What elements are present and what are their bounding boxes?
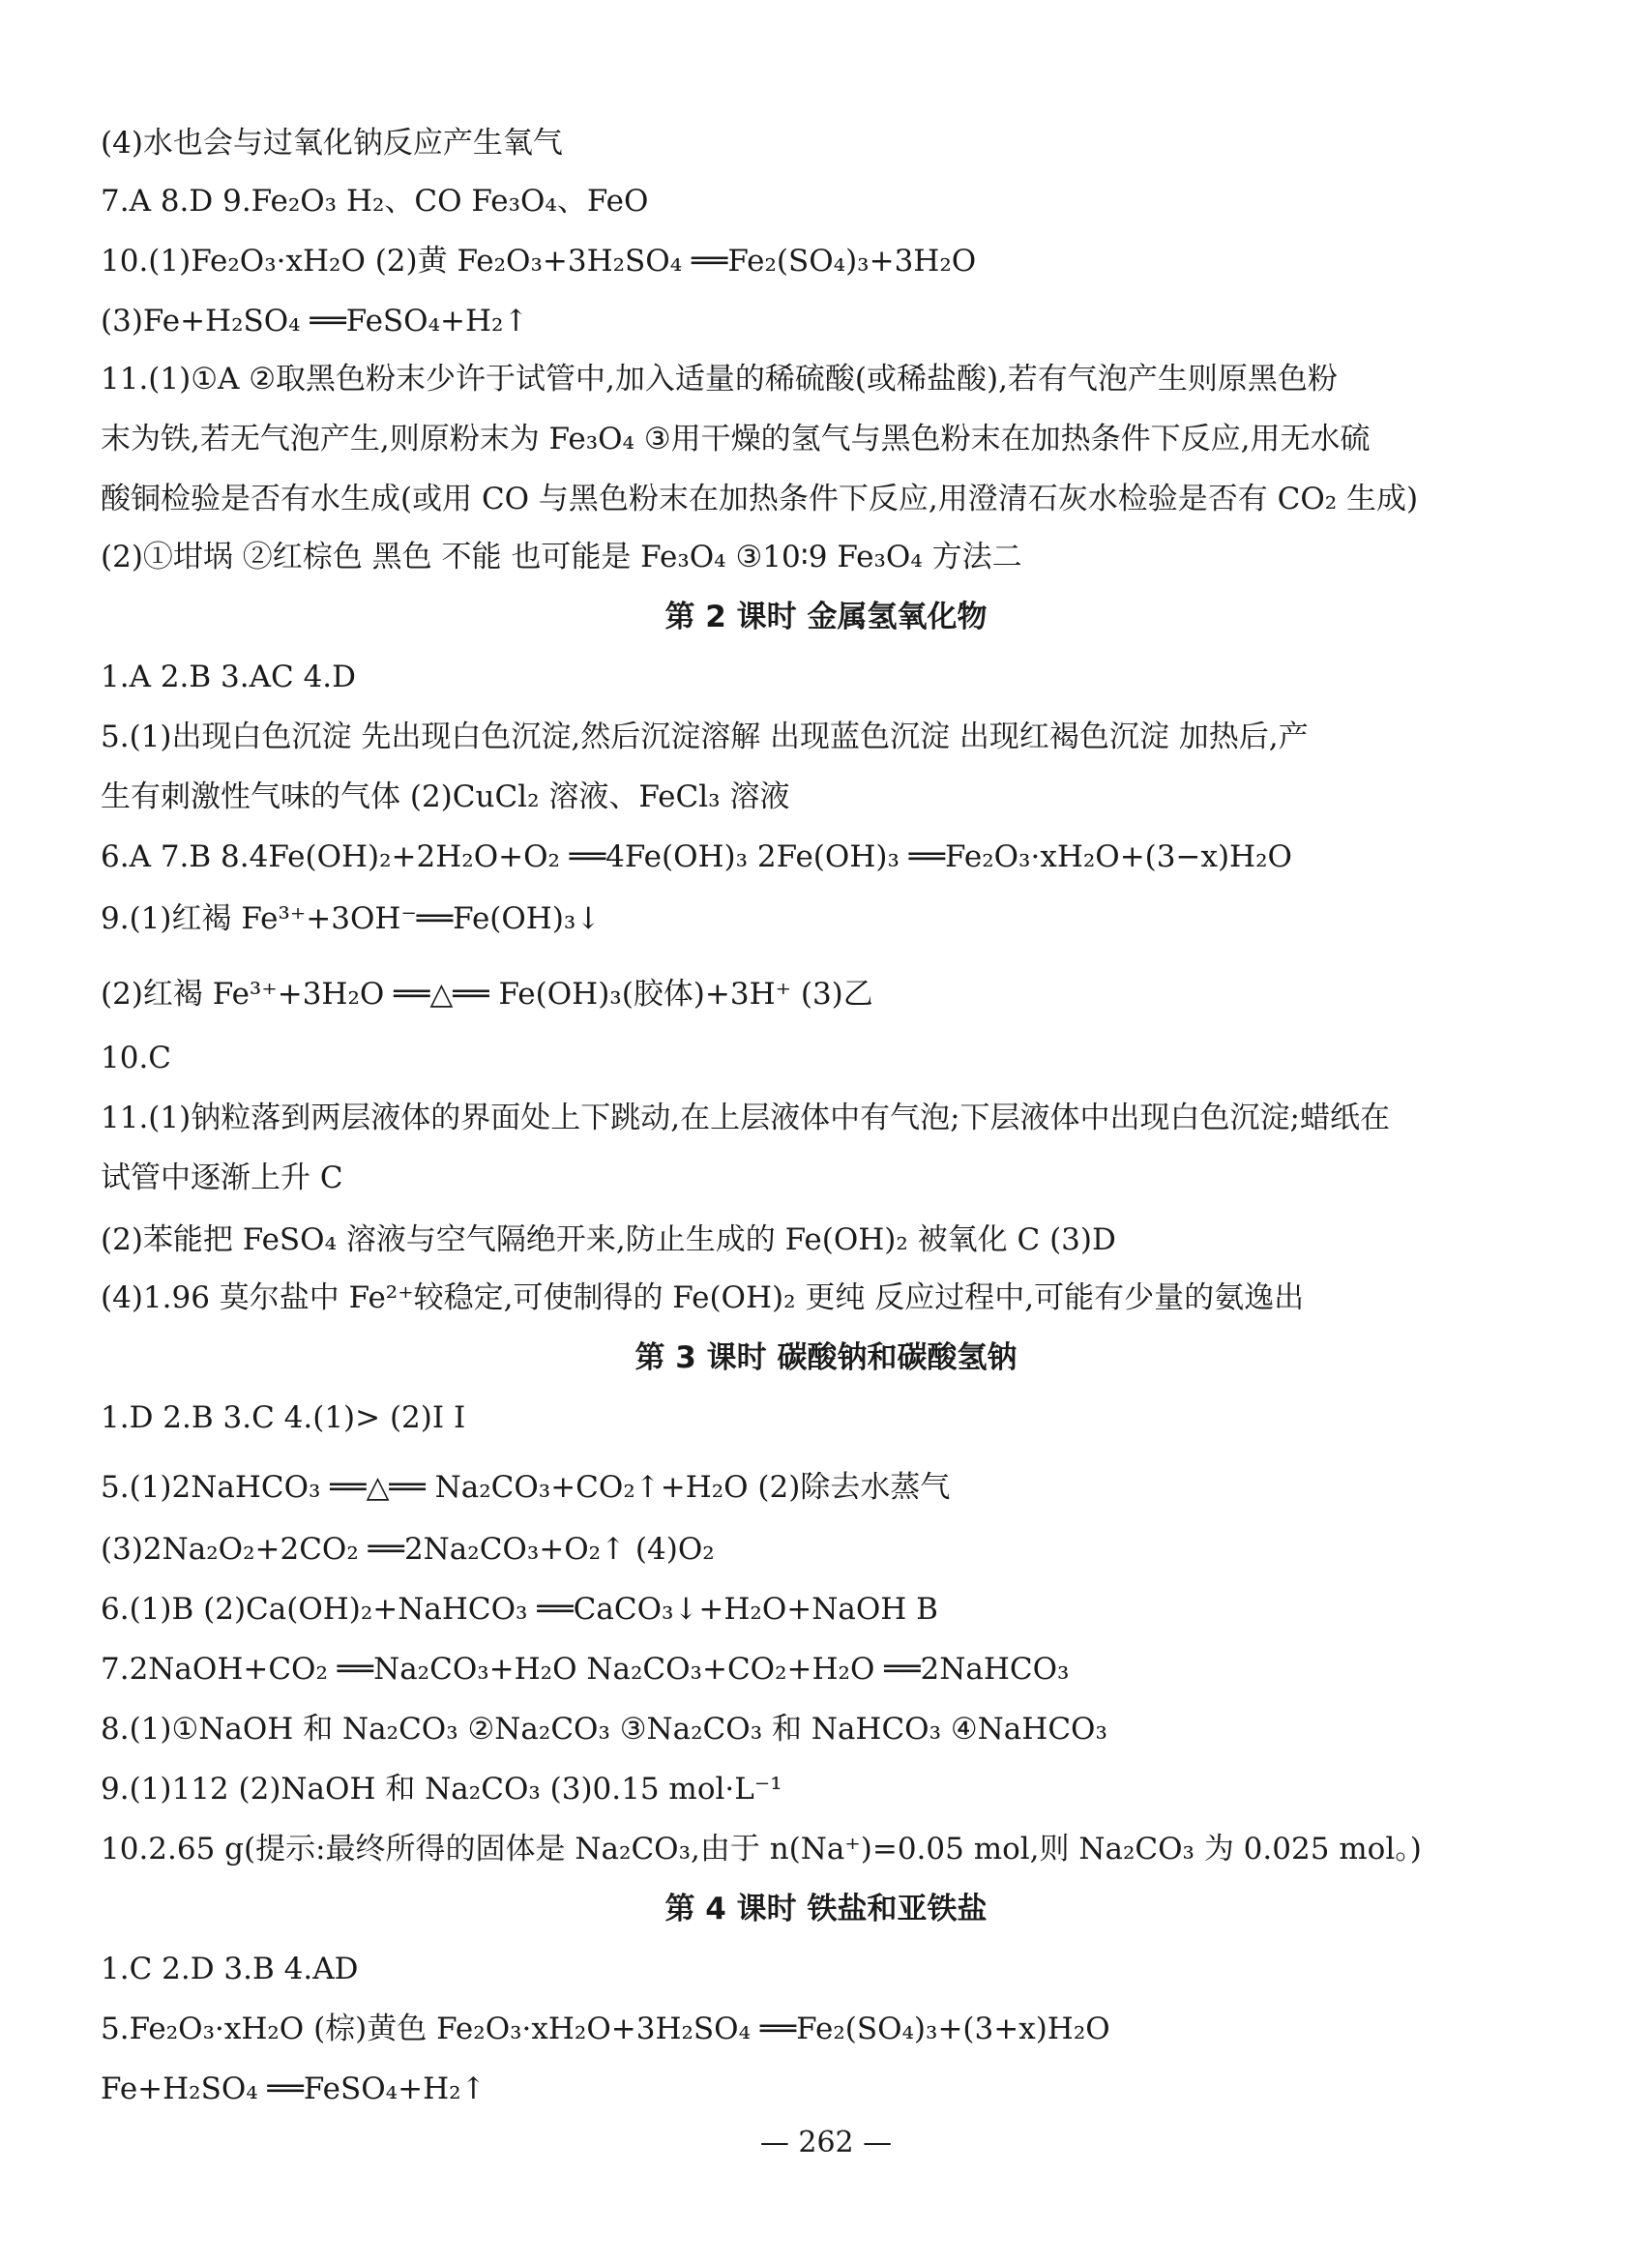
answer-line: (4)1.96 莫尔盐中 Fe²⁺较稳定,可使制得的 Fe(OH)₂ 更纯 反应过程中,可能有少量的氨逸出	[101, 1280, 1305, 1315]
answer-line: 10.2.65 g(提示:最终所得的固体是 Na₂CO₃,由于 n(Na⁺)=0.05 mol,则 Na₂CO₃ 为 0.025 mol。)	[101, 1832, 1422, 1866]
answer-line: 5.(1)出现白色沉淀 先出现白色沉淀,然后沉淀溶解 出现蓝色沉淀 出现红褐色沉淀 加热后,产	[101, 720, 1309, 754]
answer-line: 末为铁,若无气泡产生,则原粉末为 Fe₃O₄ ③用干燥的氢气与黑色粉末在加热条件下反应,用无水硫	[101, 422, 1371, 456]
answer-line: 10.(1)Fe₂O₃·xH₂O (2)黄 Fe₂O₃+3H₂SO₄ ══Fe₂(SO₄)₃+3H₂O	[101, 244, 977, 279]
answer-line: (3)Fe+H₂SO₄ ══FeSO₄+H₂↑	[101, 304, 529, 338]
answer-line: (2)红褐 Fe³⁺+3H₂O ══△══ Fe(OH)₃(胶体)+3H⁺ (3)乙	[101, 977, 873, 1012]
section-heading: 第 2 课时 金属氢氧化物	[664, 600, 988, 634]
answer-line: 1.C 2.D 3.B 4.AD	[101, 1952, 359, 1986]
answer-line: (4)水也会与过氧化钠反应产生氧气	[101, 126, 563, 161]
answer-line: 酸铜检验是否有水生成(或用 CO 与黑色粉末在加热条件下反应,用澄清石灰水检验是否有 CO₂ 生成)	[101, 482, 1419, 516]
answer-line: (2)苯能把 FeSO₄ 溶液与空气隔绝开来,防止生成的 Fe(OH)₂ 被氧化 C (3)D	[101, 1222, 1116, 1257]
answer-line: 试管中逐渐上升 C	[101, 1161, 343, 1195]
answer-line: (3)2Na₂O₂+2CO₂ ══2Na₂CO₃+O₂↑ (4)O₂	[101, 1532, 715, 1567]
section-heading: 第 3 课时 碳酸钠和碳酸氢钠	[634, 1340, 1018, 1375]
answer-line: 8.(1)①NaOH 和 Na₂CO₃ ②Na₂CO₃ ③Na₂CO₃ 和 NaHCO₃ ④NaHCO₃	[101, 1712, 1107, 1747]
answer-line: 7.2NaOH+CO₂ ══Na₂CO₃+H₂O Na₂CO₃+CO₂+H₂O ══2NaHCO₃	[101, 1652, 1070, 1687]
answer-line: (2)①坩埚 ②红棕色 黑色 不能 也可能是 Fe₃O₄ ③10∶9 Fe₃O₄ 方法二	[101, 540, 1022, 574]
answer-line: 6.(1)B (2)Ca(OH)₂+NaHCO₃ ══CaCO₃↓+H₂O+NaOH B	[101, 1592, 938, 1627]
answer-line: 9.(1)112 (2)NaOH 和 Na₂CO₃ (3)0.15 mol·L⁻¹	[101, 1772, 782, 1807]
answer-line: 5.(1)2NaHCO₃ ══△══ Na₂CO₃+CO₂↑+H₂O (2)除去水蒸气	[101, 1470, 951, 1505]
answer-line: 1.D 2.B 3.C 4.(1)> (2)I I	[101, 1400, 466, 1435]
answer-line: 10.C	[101, 1041, 172, 1075]
answer-line: Fe+H₂SO₄ ══FeSO₄+H₂↑	[101, 2072, 487, 2106]
answer-line: 9.(1)红褐 Fe³⁺+3OH⁻══Fe(OH)₃↓	[101, 901, 602, 936]
answer-line: 7.A 8.D 9.Fe₂O₃ H₂、CO Fe₃O₄、FeO	[101, 184, 649, 219]
section-heading: 第 4 课时 铁盐和亚铁盐	[664, 1892, 988, 1926]
answer-line: 11.(1)钠粒落到两层液体的界面处上下跳动,在上层液体中有气泡;下层液体中出现白色沉淀;蜡纸在	[101, 1101, 1390, 1135]
answer-line: 5.Fe₂O₃·xH₂O (棕)黄色 Fe₂O₃·xH₂O+3H₂SO₄ ══Fe₂(SO₄)₃+(3+x)H₂O	[101, 2012, 1110, 2046]
page-number: — 262 —	[759, 2126, 893, 2160]
answer-line: 生有刺激性气味的气体 (2)CuCl₂ 溶液、FeCl₃ 溶液	[101, 779, 790, 814]
answer-line: 6.A 7.B 8.4Fe(OH)₂+2H₂O+O₂ ══4Fe(OH)₃ 2Fe(OH)₃ ══Fe₂O₃·xH₂O+(3−x)H₂O	[101, 839, 1292, 874]
answer-line: 1.A 2.B 3.AC 4.D	[101, 660, 356, 694]
answer-line: 11.(1)①A ②取黑色粉末少许于试管中,加入适量的稀硫酸(或稀盐酸),若有气泡产生则原黑色粉	[101, 362, 1338, 397]
